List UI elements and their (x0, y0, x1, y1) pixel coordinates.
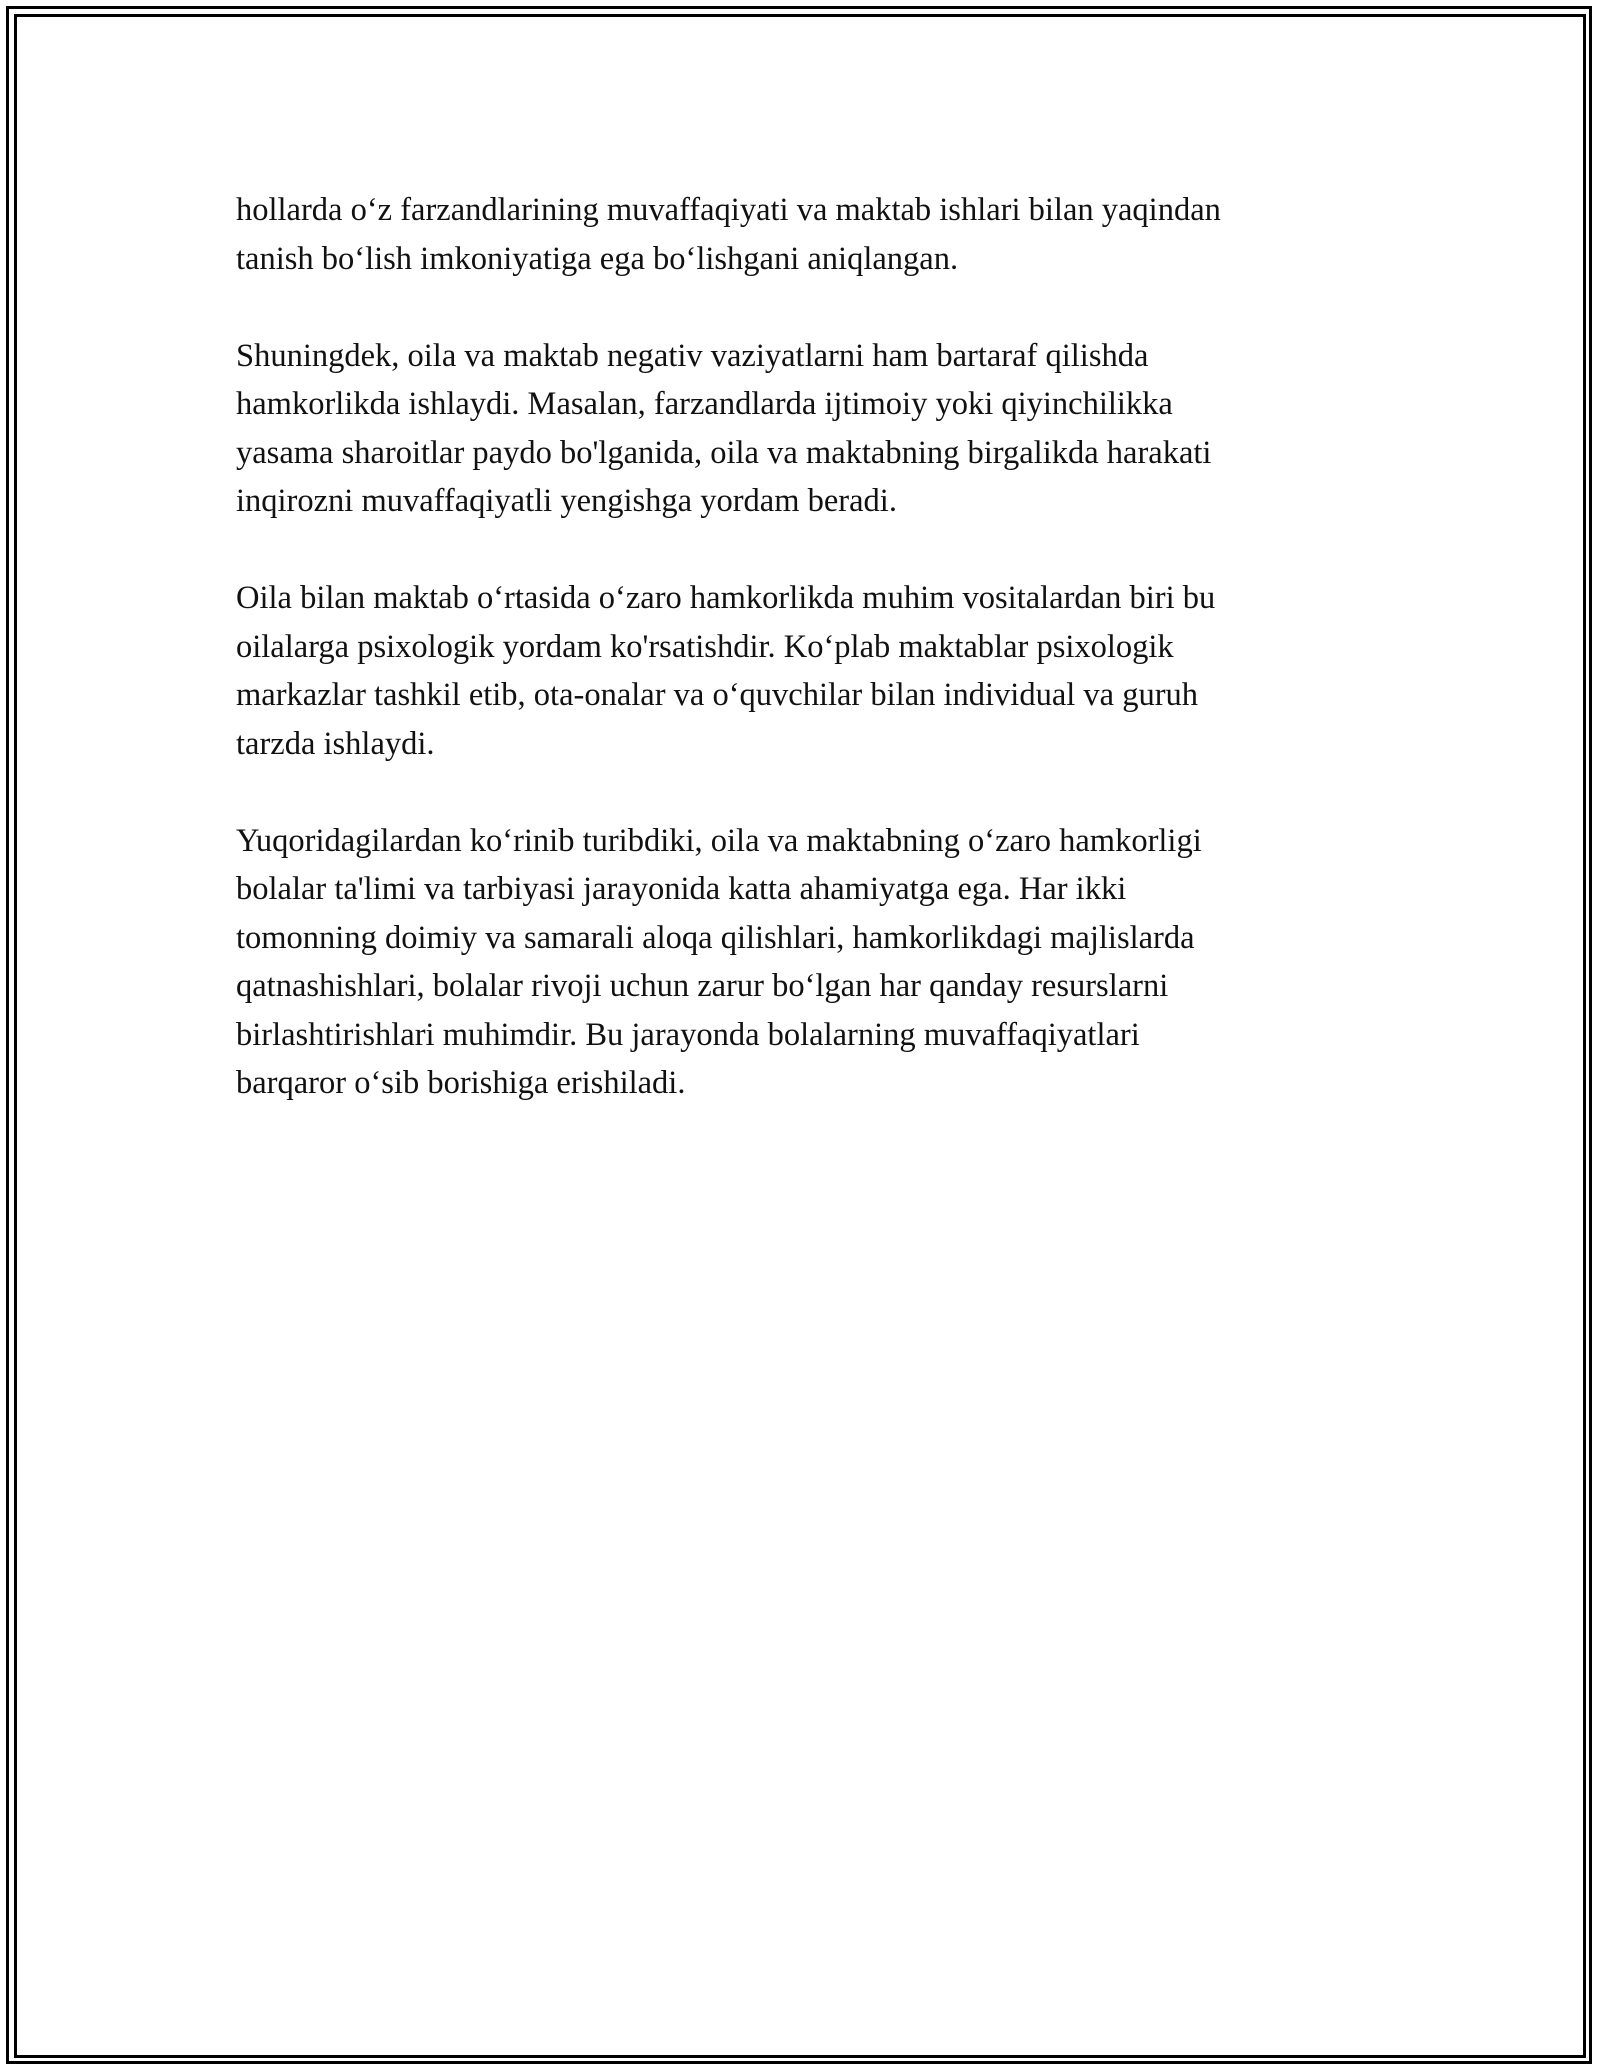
text-line: oilalarga psixologik yordam ko'rsatishdir. Ko‘plab maktablar psixologik (236, 628, 1174, 665)
text-line: qatnashishlari, bolalar rivoji uchun zarur bo‘lgan har qanday resurslarni (236, 968, 1169, 1004)
document-body (236, 186, 1366, 1156)
paragraph-2 (236, 332, 1366, 526)
text-line: tomonning doimiy va samarali aloqa qilishlari, hamkorlikdagi majlislarda (236, 919, 1195, 956)
text-line: Shuningdek, oila va maktab negativ vaziyatlarni ham bartaraf qilishda (236, 337, 1149, 374)
text-line: Oila bilan maktab o‘rtasida o‘zaro hamkorlikda muhim vositalardan biri bu (236, 580, 1216, 616)
text-line: markazlar tashkil etib, ota-onalar va o‘quvchilar bilan individual va guruh (236, 677, 1199, 713)
text-line: hamkorlikda ishlaydi. Masalan, farzandlarda ijtimoiy yoki qiyinchilikka (236, 386, 1173, 422)
text-line: tarzda ishlaydi. (236, 725, 435, 762)
text-line: tanish bo‘lish imkoniyatiga ega bo‘lishgani aniqlangan. (236, 240, 959, 277)
paragraph-1 (236, 186, 1366, 283)
paragraph-4 (236, 817, 1366, 1108)
text-line: birlashtirishlari muhimdir. Bu jarayonda bolalarning muvaffaqiyatlari (236, 1016, 1140, 1053)
text-line: yasama sharoitlar paydo bo'lganida, oila va maktabning birgalikda harakati (236, 434, 1212, 471)
text-line: bolalar ta'limi va tarbiyasi jarayonida katta ahamiyatga ega. Har ikki (236, 871, 1127, 907)
text-line: inqirozni muvaffaqiyatli yengishga yordam beradi. (236, 483, 897, 519)
paragraph-3 (236, 574, 1366, 768)
text-line: barqaror o‘sib borishiga erishiladi. (236, 1065, 686, 1101)
text-line: Yuqoridagilardan ko‘rinib turibdiki, oila va maktabning o‘zaro hamkorligi (236, 822, 1202, 859)
text-line: hollarda o‘z farzandlarining muvaffaqiyati va maktab ishlari bilan yaqindan (236, 192, 1221, 228)
